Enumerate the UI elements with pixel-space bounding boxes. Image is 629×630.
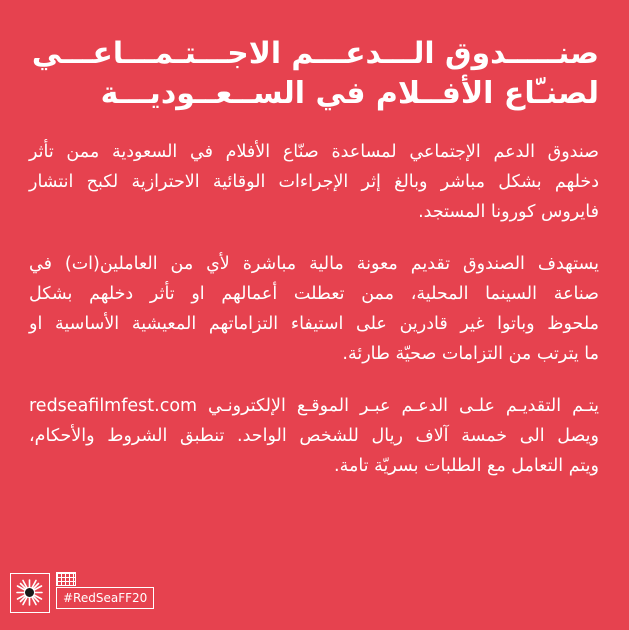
- decorative-grid-icon: [56, 572, 76, 586]
- paragraph-line: صندوق الدعم الإجتماعي لمساعدة صنّاع الأفلام في السعودية ممن تأثر: [29, 142, 599, 162]
- paragraph-1: [29, 137, 599, 227]
- title-line-1: صنـــــدوق الـــدعـــم الاجـــتـمـــاعـــي: [31, 36, 599, 71]
- paragraph-line: يتـم التقديـم علـى الدعـم عبـر الموقـع الإلكترونـي redseafilmfest.com: [29, 396, 599, 416]
- hashtag-label: #RedSeaFF20: [56, 587, 154, 609]
- paragraph-line: ويتم التعامل مع الطلبات بسريّة تامة.: [334, 456, 599, 476]
- paragraph-line: دخلهم بشكل مباشر وبالغ إثر الإجراءات الوقائية الاحترازية لكبح انتشار: [29, 172, 599, 192]
- paragraph-2: [29, 249, 599, 369]
- title-line-2: لصنـّاع الأفــلام في الســعــوديـــة: [100, 76, 599, 111]
- title-block: [29, 34, 599, 114]
- red-sea-film-festival-logo-icon: [10, 573, 50, 613]
- footer: [10, 572, 154, 613]
- hashtag-box: [56, 572, 154, 609]
- paragraph-line: يستهدف الصندوق تقديم معونة مالية مباشرة لأي من العاملين(ات) في: [29, 254, 599, 274]
- paragraph-3: [29, 391, 599, 481]
- paragraph-line: صناعة السينما المحلية، ممن تعطلت أعمالهم او تأثر دخلهم بشكل: [29, 284, 599, 304]
- paragraph-line: ملحوظ وباتوا غير قادرين على استيفاء التزاماتهم المعيشية الأساسية او: [29, 314, 599, 334]
- paragraph-line: ويصل الى خمسة آلاف ريال للشخص الواحد. تنطبق الشروط والأحكام،: [29, 426, 599, 446]
- body-text: [29, 137, 599, 503]
- paragraph-line: ما يترتب من التزامات صحيّة طارئة.: [342, 344, 599, 364]
- paragraph-line: فايروس كورونا المستجد.: [418, 202, 599, 222]
